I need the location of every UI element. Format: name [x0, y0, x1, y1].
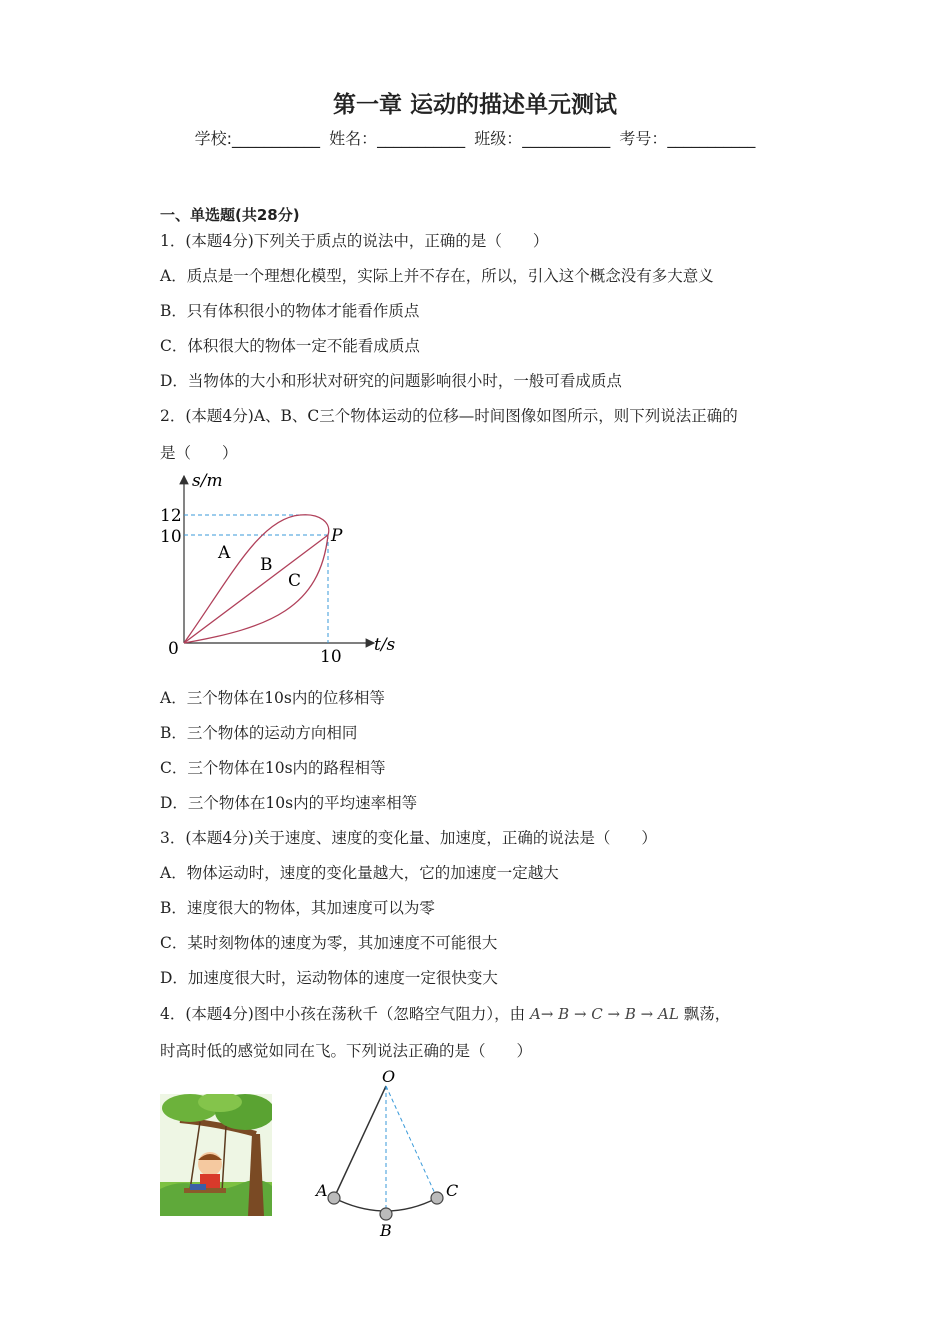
q4-stem-line2: 时高时低的感觉如同在飞。下列说法正确的是（ ） [160, 1042, 533, 1060]
class-field: 班级：___________ [474, 129, 611, 148]
info-fields [0, 126, 950, 149]
curve-a-label: A [218, 543, 231, 563]
q1-option-b: B．只有体积很小的物体才能看作质点 [160, 302, 420, 320]
exam-no-field: 考号：___________ [619, 129, 756, 148]
rope [334, 1086, 386, 1198]
q2-option-a: A．三个物体在10s内的位移相等 [160, 689, 385, 707]
tick-10: 10 [160, 527, 182, 547]
st-graph [160, 468, 400, 668]
q2-option-d: D．三个物体在10s内的平均速率相等 [160, 794, 418, 812]
tick-x10: 10 [320, 647, 342, 667]
q3-stem: 3．(本题4分)关于速度、速度的变化量、加速度，正确的说法是（ ） [160, 829, 657, 847]
tick-12: 12 [160, 506, 182, 526]
pendulum-diagram [310, 1064, 480, 1244]
point-p-label: P [331, 526, 343, 546]
label-o: O [382, 1067, 396, 1086]
label-a: A [316, 1181, 328, 1200]
q1-stem: 1．(本题4分)下列关于质点的说法中，正确的是（ ） [160, 232, 549, 250]
q4-path: A→ B → C → B → AL [530, 1005, 679, 1023]
q3-option-d: D．加速度很大时，运动物体的速度一定很快变大 [160, 969, 498, 987]
page-title: 第一章 运动的描述单元测试 [332, 91, 617, 118]
q1-option-a: A．质点是一个理想化模型，实际上并不存在，所以，引入这个概念没有多大意义 [160, 267, 714, 285]
q1-option-c: C．体积很大的物体一定不能看成质点 [160, 337, 420, 355]
q2-option-b: B．三个物体的运动方向相同 [160, 724, 358, 742]
q4-stem-pre: 4．(本题4分)图中小孩在荡秋千（忽略空气阻力），由 [160, 1005, 526, 1023]
q4-stem-line1 [160, 1002, 730, 1024]
q4-stem-post: 飘荡， [683, 1005, 731, 1023]
curve-b-label: B [260, 555, 273, 575]
ball-b [380, 1208, 392, 1220]
label-b: B [380, 1221, 392, 1240]
q3-option-c: C．某时刻物体的速度为零，其加速度不可能很大 [160, 934, 498, 952]
q2-stem-line1: 2．(本题4分)A、B、C三个物体运动的位移—时间图像如图所示，则下列说法正确的 [160, 407, 738, 425]
ball-c [431, 1192, 443, 1204]
x-axis-label: t/s [374, 635, 396, 655]
label-c: C [446, 1181, 459, 1200]
y-axis-label: s/m [192, 471, 223, 491]
q2-stem-line2: 是（ ） [160, 444, 238, 462]
dashed-oc [386, 1086, 437, 1198]
origin-label: 0 [168, 639, 179, 659]
curve-a [184, 515, 329, 643]
q3-option-b: B．速度很大的物体，其加速度可以为零 [160, 899, 435, 917]
school-field: 学校:___________ [194, 129, 321, 148]
q1-option-d: D．当物体的大小和形状对研究的问题影响很小时，一般可看成质点 [160, 372, 622, 390]
curve-c-label: C [288, 571, 302, 591]
name-field: 姓名：___________ [329, 129, 466, 148]
q3-option-a: A．物体运动时，速度的变化量越大，它的加速度一定越大 [160, 864, 559, 882]
q2-option-c: C．三个物体在10s内的路程相等 [160, 759, 386, 777]
curve-b [184, 535, 328, 643]
ball-a [328, 1192, 340, 1204]
section-heading: 一、单选题(共28分) [160, 206, 300, 224]
child-swing-picture [160, 1094, 272, 1216]
